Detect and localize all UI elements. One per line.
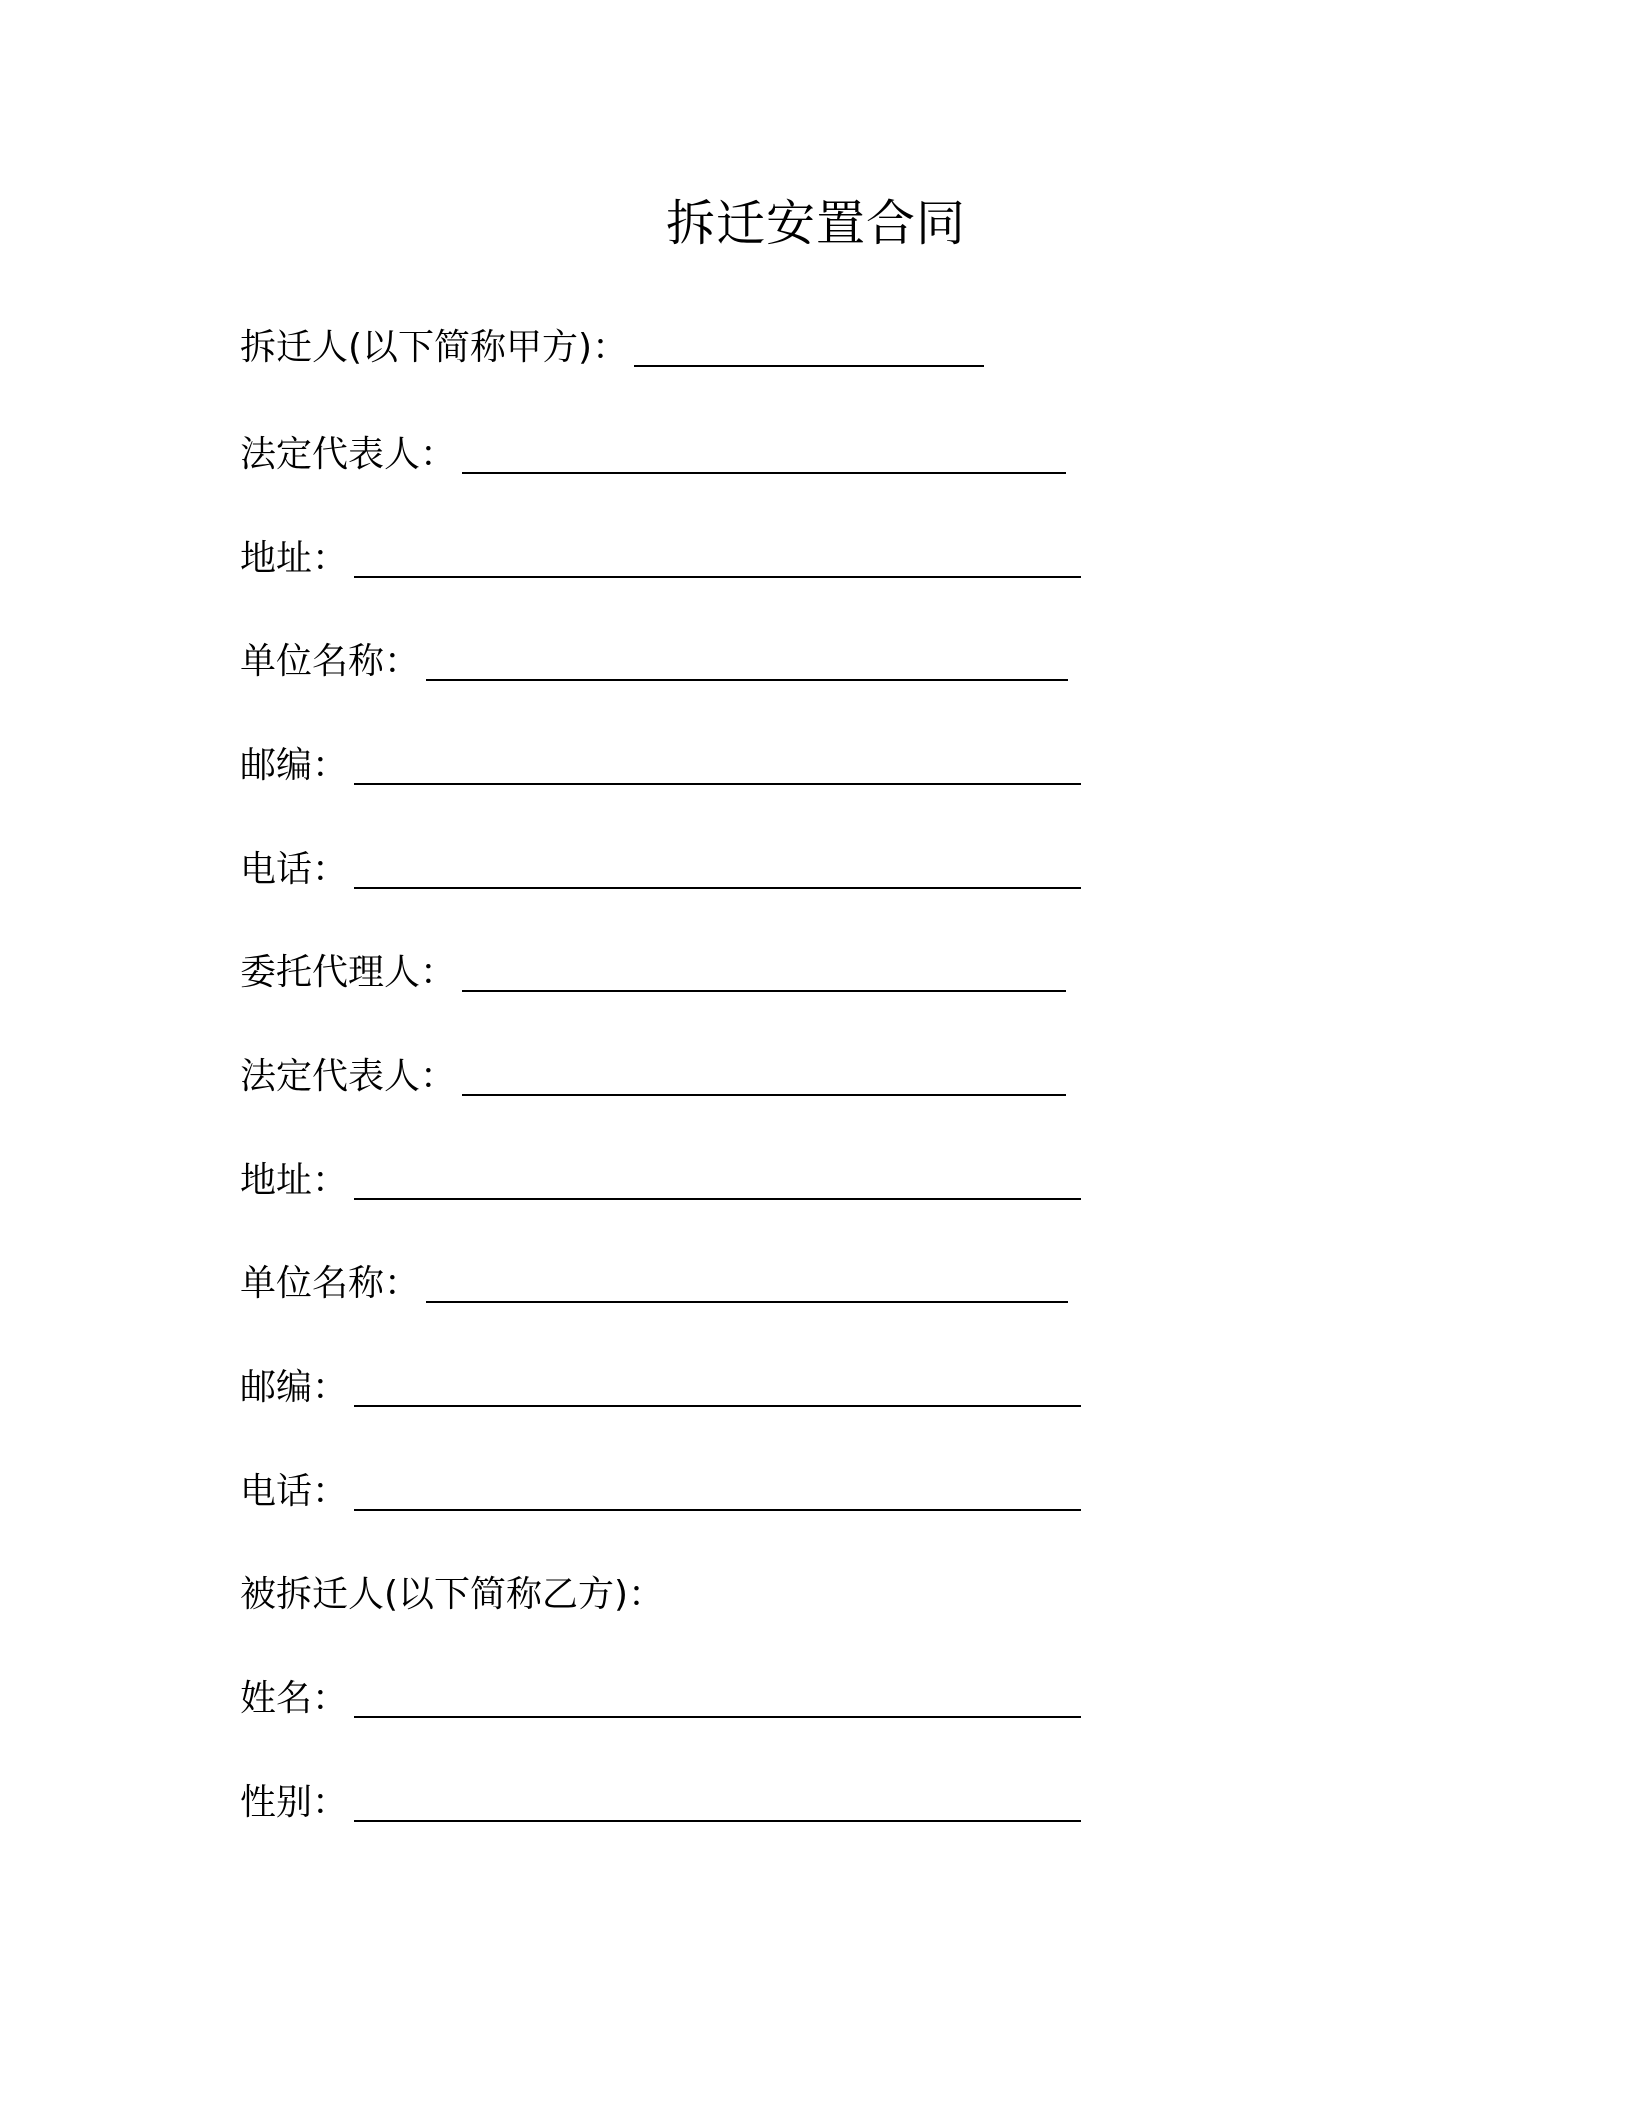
agent-legal-representative-blank-line[interactable]: [462, 1094, 1066, 1096]
agent-postal-code-blank-line[interactable]: [354, 1405, 1081, 1407]
document-title: 拆迁安置合同: [665, 195, 966, 252]
party-b-gender-label: 性别：: [240, 1782, 349, 1823]
party-a-postal-code-label: 邮编：: [240, 745, 349, 786]
party-a-blank-line[interactable]: [634, 365, 984, 367]
party-b-gender-field: [240, 1773, 1081, 1825]
agent-postal-code-label: 邮编：: [240, 1367, 349, 1408]
party-a-legal-representative-blank-line[interactable]: [462, 472, 1066, 474]
agent-postal-code-field: [240, 1358, 1081, 1410]
party-a-legal-representative-label: 法定代表人：: [240, 434, 457, 475]
party-a-legal-representative-field: [240, 425, 1066, 477]
agent-address-label: 地址：: [240, 1160, 349, 1201]
party-b-gender-blank-line[interactable]: [354, 1820, 1081, 1822]
party-b-name-label: 姓名：: [240, 1678, 349, 1719]
party-a-field: [240, 318, 984, 370]
agent-field: [240, 943, 1066, 995]
party-b-name-field: [240, 1669, 1081, 1721]
party-a-label: 拆迁人(以下简称甲方)：: [240, 327, 629, 368]
party-a-unit-name-blank-line[interactable]: [426, 679, 1068, 681]
party-a-postal-code-blank-line[interactable]: [354, 783, 1081, 785]
party-a-phone-blank-line[interactable]: [354, 887, 1081, 889]
party-a-address-field: [240, 529, 1081, 581]
agent-phone-label: 电话：: [240, 1471, 349, 1512]
party-a-phone-field: [240, 840, 1081, 892]
agent-address-blank-line[interactable]: [354, 1198, 1081, 1200]
party-a-postal-code-field: [240, 736, 1081, 788]
agent-legal-representative-field: [240, 1047, 1066, 1099]
party-b-name-blank-line[interactable]: [354, 1716, 1081, 1718]
agent-unit-name-blank-line[interactable]: [426, 1301, 1068, 1303]
agent-blank-line[interactable]: [462, 990, 1066, 992]
agent-legal-representative-label: 法定代表人：: [240, 1056, 457, 1097]
party-b-heading-field: [240, 1565, 664, 1617]
party-a-address-blank-line[interactable]: [354, 576, 1081, 578]
party-a-unit-name-label: 单位名称：: [240, 641, 421, 682]
agent-address-field: [240, 1151, 1081, 1203]
party-a-address-label: 地址：: [240, 538, 349, 579]
agent-unit-name-field: [240, 1254, 1068, 1306]
party-b-heading: 被拆迁人(以下简称乙方)：: [240, 1574, 665, 1615]
agent-unit-name-label: 单位名称：: [240, 1263, 421, 1304]
agent-phone-blank-line[interactable]: [354, 1509, 1081, 1511]
party-a-unit-name-field: [240, 632, 1068, 684]
agent-label: 委托代理人：: [240, 952, 457, 993]
agent-phone-field: [240, 1462, 1081, 1514]
party-a-phone-label: 电话：: [240, 849, 349, 890]
